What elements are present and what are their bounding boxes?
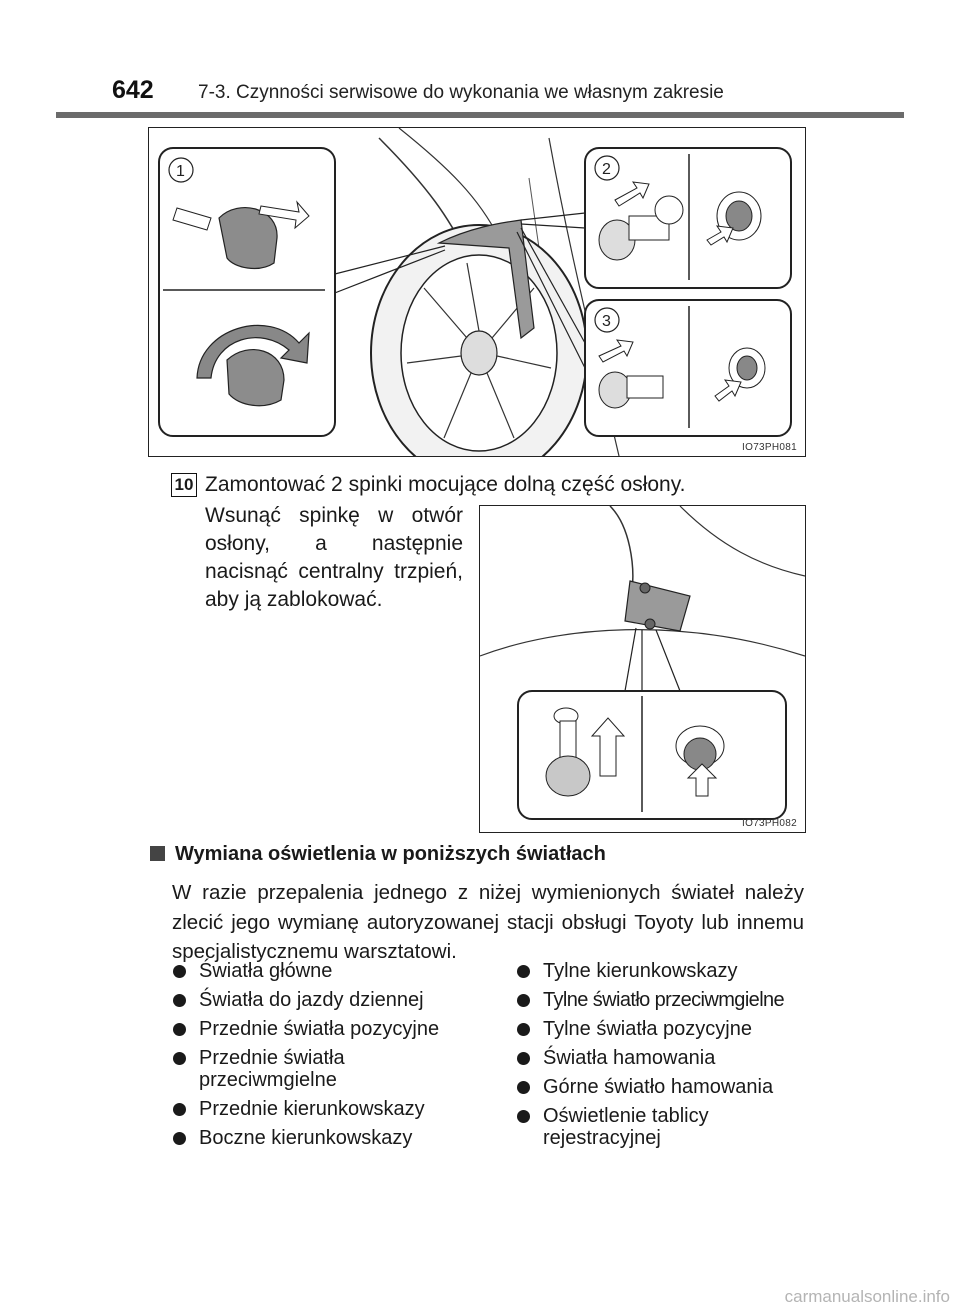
figure-lower-cover-clips [479, 505, 806, 833]
figure-code: IO73PH082 [742, 818, 797, 829]
callout-2: 2 [602, 161, 611, 178]
list-item: Przednie światła pozycyjne [172, 1018, 472, 1040]
bullet-icon [517, 1052, 530, 1065]
section-heading [150, 843, 606, 866]
list-item: Tylne kierunkowskazy [516, 960, 816, 982]
step-description: Wsunąć spinkę w otwór osłony, a następnie nacisnąć centralny trzpień, aby ją zablokować. [205, 504, 463, 611]
list-item: Przednie światła przeciwmgielne [172, 1047, 469, 1091]
bullet-icon [173, 1052, 186, 1065]
bullet-icon [173, 965, 186, 978]
step-number-badge: 10 [171, 473, 197, 497]
bullet-icon [173, 1132, 186, 1145]
list-item: Światła główne [172, 960, 472, 982]
wheel-liner-illustration [149, 128, 805, 456]
bullet-icon [517, 1081, 530, 1094]
list-item: Oświetlenie tablicy rejestracyjnej [516, 1105, 813, 1149]
figure-code: IO73PH081 [742, 442, 797, 453]
bullet-icon [517, 965, 530, 978]
section-heading-text: Wymiana oświetlenia w poniższych światłach [175, 843, 606, 865]
bullet-icon [517, 994, 530, 1007]
lights-list-right [516, 960, 816, 1156]
lower-cover-illustration [480, 506, 805, 832]
bullet-icon [173, 1103, 186, 1116]
callout-3: 3 [602, 313, 611, 330]
watermark: carmanualsonline.info [784, 1287, 950, 1306]
bullet-icon [517, 1110, 530, 1123]
section-paragraph: W razie przepalenia jednego z niżej wymienionych świateł należy zlecić jego wymianę autoryzowanej stacji obsługi Toyoty lub innemu specjalistycznemu warsztatowi. [172, 881, 804, 963]
section-title: 7-3. Czynności serwisowe do wykonania we własnym zakresie [198, 82, 724, 103]
callout-1: 1 [176, 163, 185, 180]
list-item: Światła do jazdy dziennej [172, 989, 472, 1011]
lights-list-left [172, 960, 472, 1156]
page-number: 642 [112, 76, 154, 104]
list-item: Tylne światło przeciwmgielne [516, 989, 816, 1011]
bullet-icon [173, 994, 186, 1007]
header-rule [56, 112, 904, 118]
list-item: Tylne światła pozycyjne [516, 1018, 816, 1040]
bullet-icon [173, 1023, 186, 1036]
bullet-icon [517, 1023, 530, 1036]
figure-wheel-liner-clips [148, 127, 806, 457]
list-item: Przednie kierunkowskazy [172, 1098, 472, 1120]
step-title: Zamontować 2 spinki mocujące dolną część osłony. [205, 473, 686, 496]
list-item: Światła hamowania [516, 1047, 816, 1069]
square-bullet-icon [150, 846, 165, 861]
list-item: Górne światło hamowania [516, 1076, 816, 1098]
list-item: Boczne kierunkowskazy [172, 1127, 472, 1149]
